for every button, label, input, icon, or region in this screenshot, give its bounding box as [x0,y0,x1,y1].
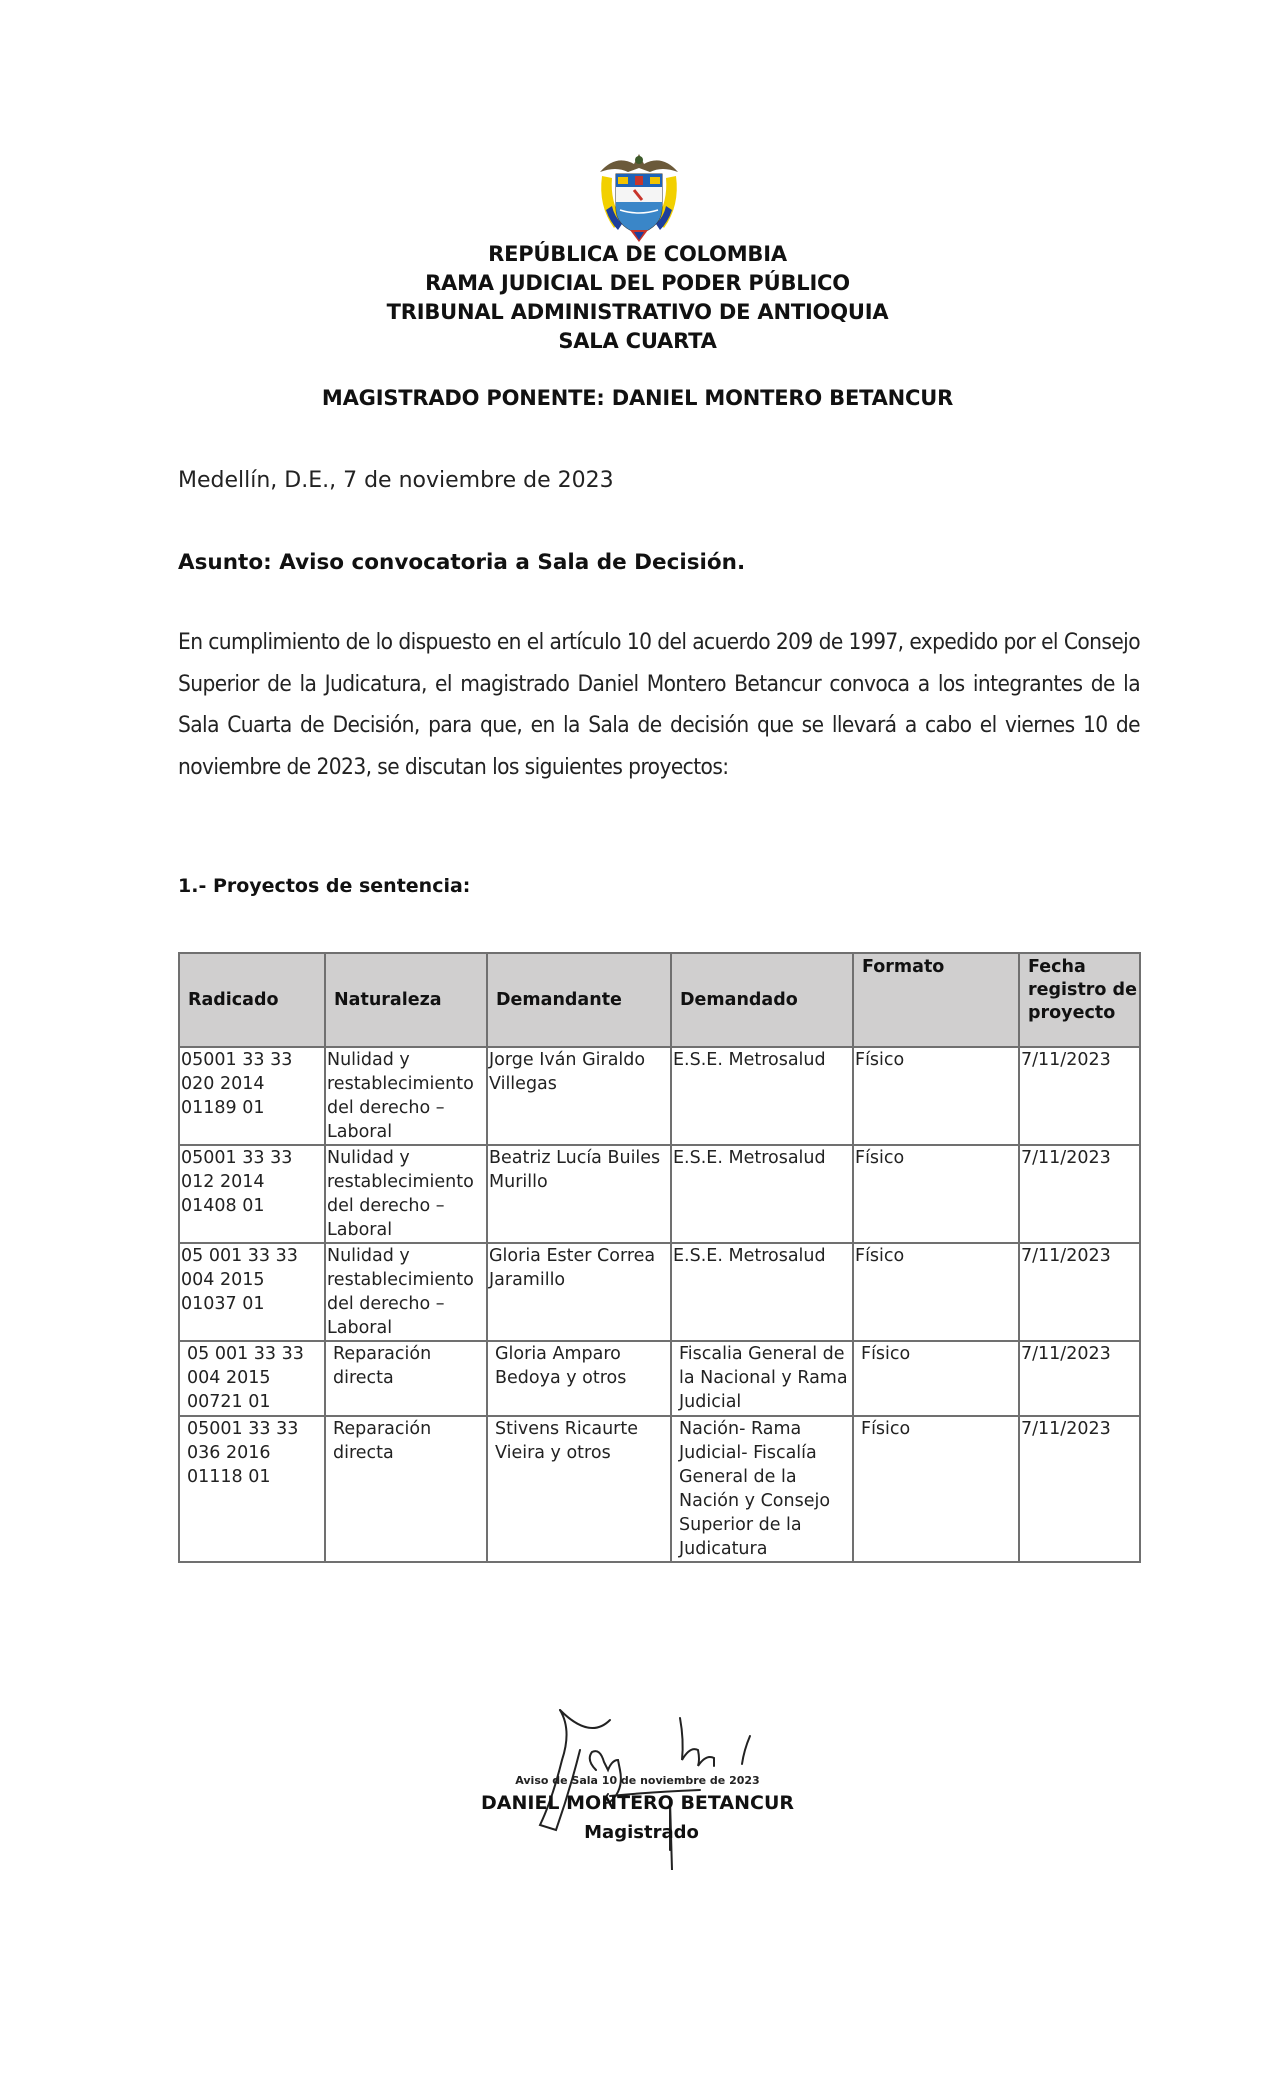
asunto-line [178,550,745,575]
header-line-branch: RAMA JUDICIAL DEL PODER PÚBLICO [425,271,850,295]
cell-demandado: Fiscalia General de la Nacional y Rama Judicial [671,1341,853,1416]
cell-demandante: Stivens Ricaurte Vieira y otros [487,1416,671,1562]
magistrado-ponente: MAGISTRADO PONENTE: DANIEL MONTERO BETANCUR [321,386,954,410]
col-header-formato: Formato [853,953,1019,1047]
date-line: Medellín, D.E., 7 de noviembre de 2023 [178,468,614,493]
projects-table [178,952,1141,1563]
cell-fecha: 7/11/2023 [1019,1243,1140,1341]
asunto-label: Asunto [178,550,264,575]
cell-radicado: 05001 33 33 036 2016 01118 01 [179,1416,325,1562]
cell-naturaleza: Reparación directa [325,1416,487,1562]
col-header-demandado: Demandado [671,953,853,1047]
cell-radicado: 05 001 33 33 004 2015 00721 01 [179,1341,325,1416]
cell-naturaleza: Nulidad y restablecimiento del derecho – Laboral [325,1243,487,1341]
cell-formato: Físico [853,1145,1019,1243]
table-row [179,1243,1140,1341]
cell-demandante: Gloria Amparo Bedoya y otros [487,1341,671,1416]
col-header-fecha: Fecha registro de proyecto [1019,953,1140,1047]
col-header-naturaleza: Naturaleza [325,953,487,1047]
section-title: 1.- Proyectos de sentencia: [178,875,471,897]
header-line-sala: SALA CUARTA [558,329,717,353]
asunto-text: : Aviso convocatoria a Sala de Decisión. [263,550,746,575]
col-header-demandante: Demandante [487,953,671,1047]
cell-fecha: 7/11/2023 [1019,1341,1140,1416]
cell-radicado: 05001 33 33 012 2014 01408 01 [179,1145,325,1243]
signer-name: DANIEL MONTERO BETANCUR [481,1792,794,1814]
table-row [179,1416,1140,1562]
cell-demandado: Nación- Rama Judicial- Fiscalía General de la Nación y Consejo Superior de la Judicatura [671,1416,853,1562]
cell-formato: Físico [853,1047,1019,1145]
colombia-coat-of-arms-icon [596,150,682,242]
cell-demandado: E.S.E. Metrosalud [671,1145,853,1243]
cell-radicado: 05001 33 33 020 2014 01189 01 [179,1047,325,1145]
body-paragraph: En cumplimiento de lo dispuesto en el artículo 10 del acuerdo 209 de 1997, expedido por el Consejo Superior de la Judicatura, el magistrado Daniel Montero Betancur convoca a los integrantes de la Sala Cuarta de Decisión, para que, en la Sala de decisión que se llevará a cabo el viernes 10 de noviembre de 2023, se discutan los siguientes proyectos: [178,629,1140,780]
cell-formato: Físico [853,1243,1019,1341]
institution-header [0,240,1275,356]
header-line-country: REPÚBLICA DE COLOMBIA [488,242,787,266]
cell-demandado: E.S.E. Metrosalud [671,1243,853,1341]
cell-demandante: Jorge Iván Giraldo Villegas [487,1047,671,1145]
cell-formato: Físico [853,1416,1019,1562]
col-header-radicado: Radicado [179,953,325,1047]
cell-demandante: Beatriz Lucía Builes Murillo [487,1145,671,1243]
table-row [179,1341,1140,1416]
cell-demandado: E.S.E. Metrosalud [671,1047,853,1145]
signer-role: Magistrado [584,1822,699,1843]
cell-formato: Físico [853,1341,1019,1416]
table-row [179,1145,1140,1243]
cell-fecha: 7/11/2023 [1019,1047,1140,1145]
cell-demandante: Gloria Ester Correa Jaramillo [487,1243,671,1341]
cell-fecha: 7/11/2023 [1019,1145,1140,1243]
table-row [179,1047,1140,1145]
header-line-tribunal: TRIBUNAL ADMINISTRATIVO DE ANTIOQUIA [386,300,889,324]
cell-radicado: 05 001 33 33 004 2015 01037 01 [179,1243,325,1341]
cell-naturaleza: Reparación directa [325,1341,487,1416]
table-header-row [179,953,1140,1047]
cell-naturaleza: Nulidad y restablecimiento del derecho – Laboral [325,1145,487,1243]
signature-stamp-text: Aviso de Sala 10 de noviembre de 2023 [515,1774,760,1787]
cell-naturaleza: Nulidad y restablecimiento del derecho – Laboral [325,1047,487,1145]
cell-fecha: 7/11/2023 [1019,1416,1140,1562]
